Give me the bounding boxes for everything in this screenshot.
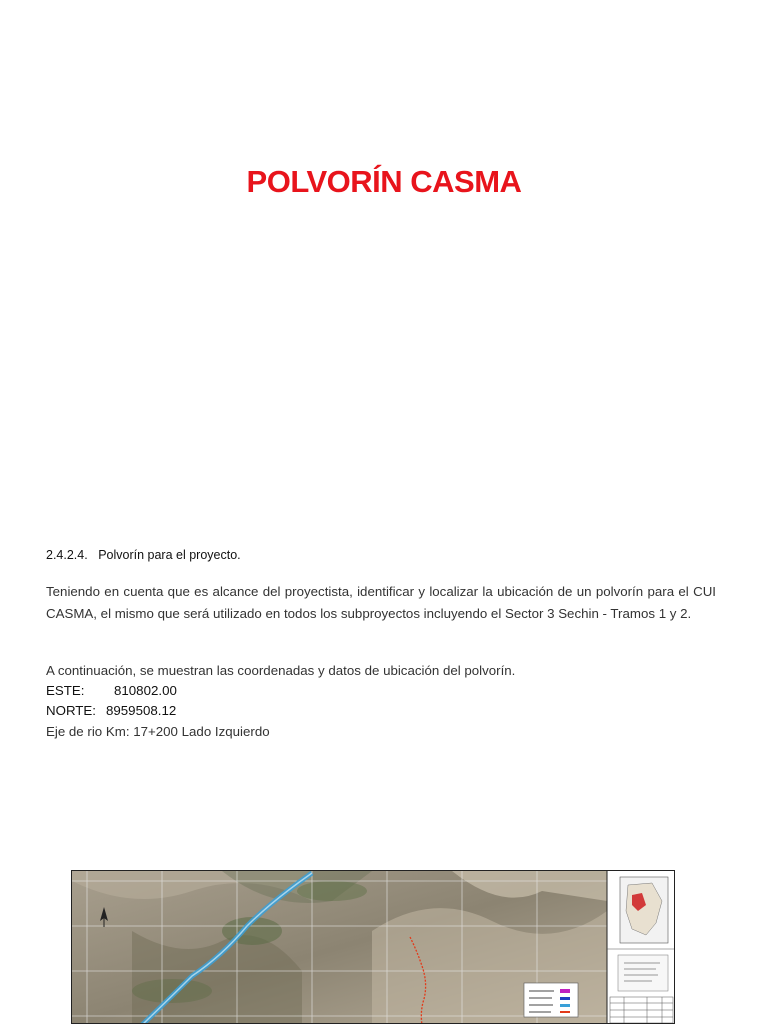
coordinate-norte [46, 703, 176, 718]
body-paragraph: Teniendo en cuenta que es alcance del proyectista, identificar y localizar la ubicación de un polvorín para el CUI CASMA, el mismo que será utilizado en todos los subproyectos incluyendo el Sector 3 Sechin - Tramos 1 y 2. [46, 584, 716, 621]
norte-label: NORTE: [46, 703, 96, 718]
page-title: POLVORÍN CASMA [246, 164, 522, 199]
map-legend [524, 983, 578, 1017]
river-axis-text: Eje de rio Km: 17+200 Lado Izquierdo [46, 724, 270, 739]
section-heading [46, 548, 241, 562]
norte-value: 8959508.12 [106, 703, 177, 718]
section-number: 2.4.2.4. [46, 548, 88, 562]
legend-panel [618, 955, 668, 991]
map-image [72, 871, 675, 1024]
coordinate-este [46, 683, 177, 698]
este-label: ESTE: [46, 683, 85, 698]
este-value: 810802.00 [114, 683, 177, 698]
intro-text: A continuación, se muestran las coordenadas y datos de ubicación del polvorín. [46, 663, 516, 678]
section-heading-text: Polvorín para el proyecto. [98, 548, 241, 562]
location-map [71, 870, 675, 1024]
